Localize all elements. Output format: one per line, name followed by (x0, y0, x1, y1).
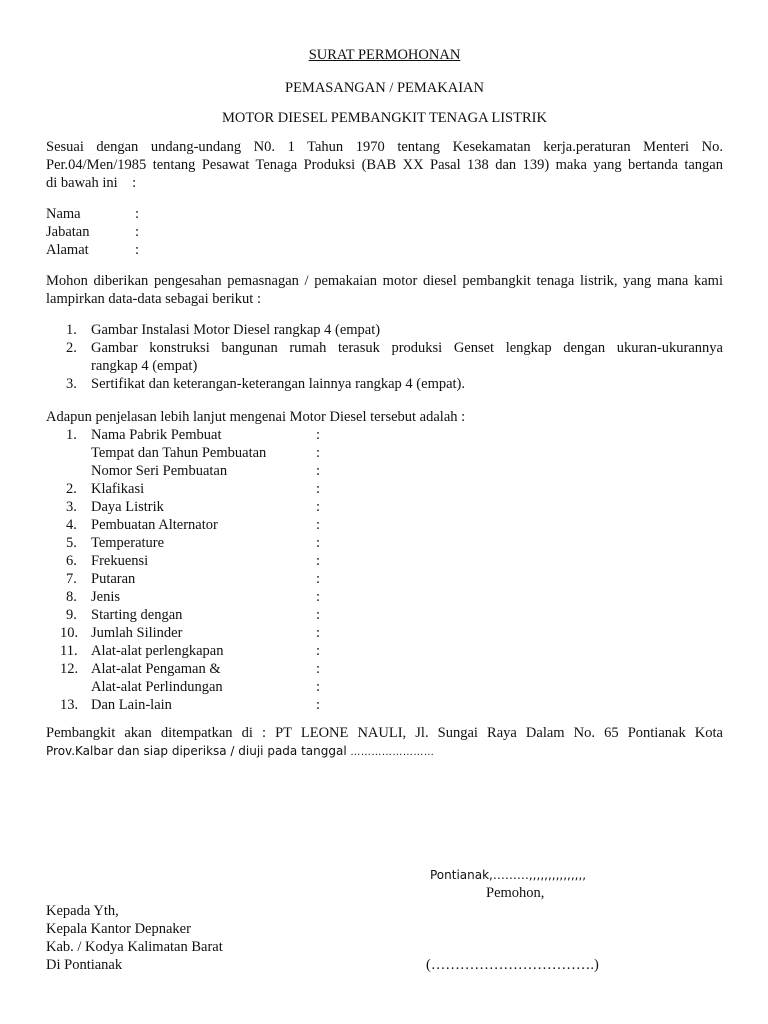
placement-line-1: Pembangkit akan ditempatkan di : PT LEONE NAULI, Jl. Sungai Raya Dalam No. 65 Pontianak Kota (46, 725, 723, 741)
request-line-2: lampirkan data-data sebagai berikut : (46, 291, 261, 307)
detail-number: 8. (66, 589, 77, 605)
detail-label: Klafikasi (91, 481, 145, 497)
request-paragraph (46, 272, 723, 308)
detail-number: 10. (60, 625, 79, 641)
detail-colon: : (316, 679, 321, 695)
detail-label: Jumlah Silinder (91, 625, 183, 641)
recipient-line-3: Kab. / Kodya Kalimatan Barat (46, 939, 223, 955)
details-intro: Adapun penjelasan lebih lanjut mengenai Motor Diesel tersebut adalah : (46, 409, 466, 425)
detail-label: Starting dengan (91, 607, 183, 623)
detail-label: Jenis (91, 589, 120, 605)
detail-colon: : (316, 625, 321, 641)
document-title: SURAT PERMOHONAN (308, 47, 461, 63)
intro-line-3: di bawah ini : (46, 175, 137, 191)
identity-colon: : (135, 242, 140, 258)
identity-label: Jabatan (46, 224, 90, 240)
document-subtitle-2: MOTOR DIESEL PEMBANGKIT TENAGA LISTRIK (222, 110, 547, 126)
detail-number: 4. (66, 517, 77, 533)
list-text: Gambar Instalasi Motor Diesel rangkap 4 (empat) (91, 322, 381, 338)
request-line-1: Mohon diberikan pengesahan pemasnagan / pemakaian motor diesel pembangkit tenaga listrik, yang mana kami (46, 273, 723, 289)
intro-line-1: Sesuai dengan undang-undang N0. 1 Tahun 1970 tentang Kesekamatan kerja.peraturan Menteri No. (46, 139, 723, 155)
detail-colon: : (316, 661, 321, 677)
document-subtitle-1: PEMASANGAN / PEMAKAIAN (285, 80, 484, 96)
detail-number: 2. (66, 481, 77, 497)
identity-label: Alamat (46, 242, 89, 258)
signature-role: Pemohon, (486, 885, 545, 901)
detail-label: Putaran (91, 571, 136, 587)
detail-number: 3. (66, 499, 77, 515)
list-text: Gambar konstruksi bangunan rumah terasuk produksi Genset lengkap dengan ukuran-ukurannya (91, 340, 723, 356)
detail-colon: : (316, 517, 321, 533)
detail-number: 12. (60, 661, 79, 677)
placement-line-2: Prov.Kalbar dan siap diperiksa / diuji pada tanggal (46, 744, 347, 758)
detail-colon: : (316, 553, 321, 569)
signature-place-date: Pontianak,………,,,,,,,,,,,,,,, (430, 868, 587, 882)
detail-colon: : (316, 535, 321, 551)
list-number: 2. (66, 340, 77, 356)
detail-colon: : (316, 463, 321, 479)
recipient-block (46, 902, 223, 974)
detail-label: Nama Pabrik Pembuat (91, 427, 222, 443)
detail-number: 7. (66, 571, 77, 587)
detail-colon: : (316, 589, 321, 605)
recipient-line-1: Kepada Yth, (46, 903, 119, 919)
detail-label: Frekuensi (91, 553, 149, 569)
identity-colon: : (135, 206, 140, 222)
detail-colon: : (316, 571, 321, 587)
detail-number: 11. (60, 643, 78, 659)
details-list (46, 426, 723, 714)
detail-label: Nomor Seri Pembuatan (91, 463, 228, 479)
list-number: 1. (66, 322, 77, 338)
detail-number: 6. (66, 553, 77, 569)
detail-label: Dan Lain-lain (91, 697, 172, 713)
detail-number: 5. (66, 535, 77, 551)
detail-label: Temperature (91, 535, 165, 551)
placement-paragraph (46, 724, 723, 762)
detail-colon: : (316, 445, 321, 461)
recipient-line-4: Di Pontianak (46, 957, 123, 973)
identity-colon: : (135, 224, 140, 240)
identity-label: Nama (46, 206, 81, 222)
detail-number: 1. (66, 427, 77, 443)
detail-colon: : (316, 481, 321, 497)
list-text: rangkap 4 (empat) (91, 358, 198, 374)
intro-line-2: Per.04/Men/1985 tentang Pesawat Tenaga Produksi (BAB XX Pasal 138 dan 139) maka yang bertanda tangan (46, 157, 723, 173)
signature-name-blank: (…………………………….) (426, 957, 599, 973)
detail-colon: : (316, 607, 321, 623)
detail-colon: : (316, 427, 321, 443)
document-page (46, 0, 723, 1024)
detail-label: Alat-alat Pengaman & (91, 661, 221, 677)
placement-line-2-wrap (46, 742, 723, 762)
list-text: Sertifikat dan keterangan-keterangan lainnya rangkap 4 (empat). (91, 376, 466, 392)
detail-number: 13. (60, 697, 79, 713)
detail-colon: : (316, 643, 321, 659)
detail-label: Alat-alat perlengkapan (91, 643, 224, 659)
detail-label: Pembuatan Alternator (91, 517, 218, 533)
detail-number: 9. (66, 607, 77, 623)
list-number: 3. (66, 376, 77, 392)
attachment-list (46, 321, 723, 393)
detail-label: Alat-alat Perlindungan (91, 679, 223, 695)
detail-colon: : (316, 697, 321, 713)
detail-label: Daya Listrik (91, 499, 164, 515)
placement-date-blank: …………………… (350, 747, 435, 758)
detail-label: Tempat dan Tahun Pembuatan (91, 445, 267, 461)
recipient-line-2: Kepala Kantor Depnaker (46, 921, 191, 937)
detail-colon: : (316, 499, 321, 515)
intro-paragraph (46, 138, 723, 192)
